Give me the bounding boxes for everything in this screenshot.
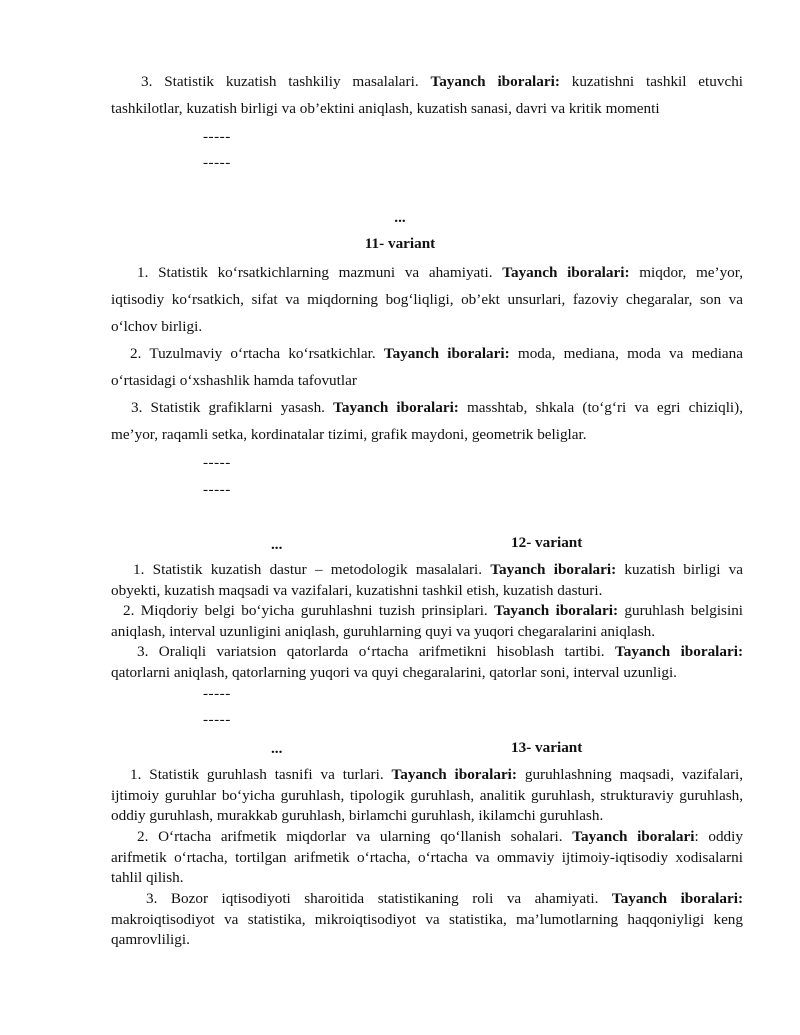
item-lead: 1. Statistik ko‘rsatkichlarning mazmuni va ahamiyati. bbox=[137, 264, 493, 281]
keywords-label: Tayanch iboralari: bbox=[490, 561, 617, 578]
dash-line: ----- bbox=[203, 685, 231, 702]
item-lead: 3. Bozor iqtisodiyoti sharoitida statistikaning roli va ahamiyati. bbox=[146, 890, 599, 907]
v11-item-3 bbox=[111, 394, 743, 448]
v12-item-3 bbox=[111, 642, 743, 683]
item-lead: 2. O‘rtacha arifmetik miqdorlar va ularning qo‘llanish sohalari. bbox=[137, 828, 563, 845]
item-keywords: masshtab, shkala (to‘g‘ri va egri chiziqli), me’yor, raqamli setka, kordinatalar tizimi, grafik maydoni, geometrik beliglar. bbox=[111, 399, 744, 443]
v13-item-1 bbox=[111, 765, 743, 827]
item-lead: 2. Miqdoriy belgi bo‘yicha guruhlashni tuzish prinsiplari. bbox=[123, 602, 488, 619]
v12-item-2 bbox=[111, 601, 743, 642]
dash-line: ----- bbox=[203, 454, 231, 471]
dash-line: ----- bbox=[203, 711, 231, 728]
item-keywords: kuzatishni tashkil etuvchi tashkilotlar, kuzatish birligi va ob’ektini aniqlash, kuzatish sanasi, davri va kritik momenti bbox=[111, 73, 744, 117]
keywords-label: Tayanch iboralari: bbox=[494, 602, 619, 619]
dash-line: ----- bbox=[203, 128, 231, 145]
keywords-label: Tayanch iboralari: bbox=[430, 73, 560, 90]
keywords-label: Tayanch iboralari: bbox=[502, 264, 630, 281]
item-keywords: : oddiy arifmetik o‘rtacha, tortilgan arifmetik o‘rtacha, o‘rtacha va ommaviy ijtimoiy-iqtisodiy xodisalarni tahlil qilish. bbox=[111, 828, 743, 886]
item-lead: 3. Statistik grafiklarni yasash. bbox=[131, 399, 325, 416]
item-keywords: qatorlarni aniqlash, qatorlarning yuqori va quyi chegaralarini, qatorlar soni, interval uzunligi. bbox=[111, 663, 677, 681]
keywords-label: Tayanch iboralari: bbox=[615, 643, 744, 660]
item-lead: 1. Statistik guruhlash tasnifi va turlari. bbox=[130, 766, 384, 783]
ellipsis: ... bbox=[271, 536, 283, 553]
item-keywords: guruhlashning maqsadi, vazifalari, ijtimoiy guruhlar bo‘yicha guruhlash, tipologik guruhlash, analitik guruhlash, strukturaviy guruhlash, oddiy guruhlash, murakkab guruhlash, birlamchi guruhlash, ikilamchi guruhlash. bbox=[111, 766, 744, 824]
top-item-3 bbox=[111, 68, 743, 122]
variant-11-title: 11- variant bbox=[364, 235, 436, 252]
item-keywords: miqdor, me’yor, iqtisodiy ko‘rsatkich, sifat va miqdorning bog‘liqligi, ob’ekt unsurlari, fazoviy chegaralar, son va o‘lchov birligi. bbox=[111, 264, 744, 335]
item-keywords: guruhlash belgisini aniqlash, interval uzunligini aniqlash, guruhlarning quyi va yuqori chegaralarini aniqlash. bbox=[111, 602, 744, 640]
ellipsis: ... bbox=[394, 209, 406, 226]
v11-item-1 bbox=[111, 259, 743, 340]
keywords-label: Tayanch iboralari: bbox=[383, 345, 510, 362]
item-lead: 2. Tuzulmaviy o‘rtacha ko‘rsatkichlar. bbox=[130, 345, 376, 362]
item-keywords: moda, mediana, moda va mediana o‘rtasidagi o‘xshashlik hamda tafovutlar bbox=[111, 345, 744, 389]
keywords-label: Tayanch iboralari bbox=[572, 828, 695, 845]
item-keywords: kuzatish birligi va obyekti, kuzatish maqsadi va vazifalari, kuzatishni tashkil etish, kuzatish dasturi. bbox=[111, 561, 744, 599]
v11-item-2 bbox=[111, 340, 743, 394]
item-lead: 3. Statistik kuzatish tashkiliy masalalari. bbox=[141, 73, 419, 90]
item-lead: 3. Oraliqli variatsion qatorlarda o‘rtacha arifmetikni hisoblash tartibi. bbox=[137, 643, 605, 660]
variant-12-title: 12- variant bbox=[511, 534, 583, 551]
v12-item-1 bbox=[111, 560, 743, 601]
v13-item-3 bbox=[111, 889, 743, 951]
dash-line: ----- bbox=[203, 154, 231, 171]
keywords-label: Tayanch iboralari: bbox=[333, 399, 459, 416]
ellipsis: ... bbox=[271, 740, 283, 757]
item-lead: 1. Statistik kuzatish dastur – metodologik masalalari. bbox=[133, 561, 483, 578]
dash-line: ----- bbox=[203, 481, 231, 498]
variant-13-title: 13- variant bbox=[511, 739, 583, 756]
keywords-label: Tayanch iboralari: bbox=[611, 890, 744, 907]
keywords-label: Tayanch iboralari: bbox=[391, 766, 517, 783]
v13-item-2 bbox=[111, 827, 743, 889]
item-keywords: makroiqtisodiyot va statistika, mikroiqtisodiyot va statistika, ma’lumotlarning haqqoniyligi keng qamrovliligi. bbox=[111, 910, 743, 948]
